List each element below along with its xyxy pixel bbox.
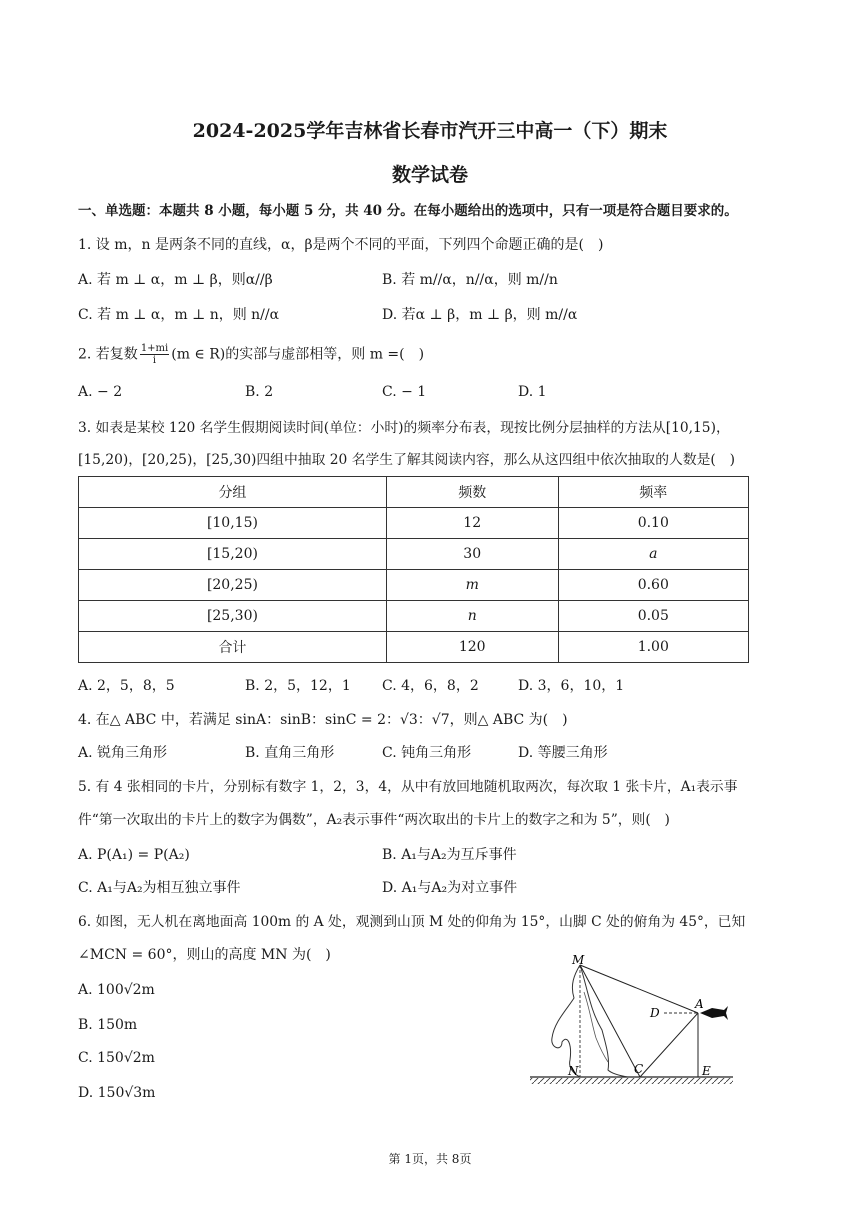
q2-fraction — [140, 343, 169, 366]
q4-option-b: B. 直角三角形 — [245, 745, 335, 761]
table-cell: 合计 — [79, 632, 387, 663]
table-cell: 0.05 — [558, 601, 748, 632]
table-cell: 1.00 — [558, 632, 748, 663]
q6-stem-line1: 6. 如图，无人机在离地面高 100m 的 A 处，观测到山顶 M 处的仰角为 15°，山脚 C 处的俯角为 45°，已知 — [78, 914, 746, 930]
q1-option-d: D. 若α ⊥ β，m ⊥ β，则 m//α — [382, 307, 578, 323]
q2-stem-pre: 2. 若复数 — [78, 346, 138, 363]
q3-stem-line1: 3. 如表是某校 120 名学生假期阅读时间(单位：小时)的频率分布表，现按比例分层抽样的方法从[10,15)， — [78, 420, 730, 436]
q5-option-b: B. A₁与A₂为互斥事件 — [382, 847, 517, 863]
mc-line — [580, 965, 640, 1077]
table-cell: [10,15) — [79, 508, 387, 539]
q1-option-c: C. 若 m ⊥ α，m ⊥ n，则 n//α — [78, 307, 280, 323]
q1-option-a: A. 若 m ⊥ α，m ⊥ β，则α//β — [78, 272, 273, 288]
table-cell: [15,20) — [79, 539, 387, 570]
q2-stem — [78, 343, 424, 366]
q2-stem-post: (m ∈ R)的实部与虚部相等，则 m =( ) — [171, 346, 425, 363]
mountain-drone-figure — [528, 950, 738, 1090]
q5-option-d: D. A₁与A₂为对立事件 — [382, 880, 518, 896]
q6-stem-line2: ∠MCN = 60°，则山的高度 MN 为( ) — [78, 947, 331, 963]
q2-option-b: B. 2 — [245, 384, 274, 400]
q5-stem-line1: 5. 有 4 张相同的卡片，分别标有数字 1，2，3，4，从中有放回地随机取两次，每次取 1 张卡片，A₁表示事 — [78, 779, 738, 795]
table-header-cell: 频率 — [558, 477, 748, 508]
q5-stem-line2: 件“第一次取出的卡片上的数字为偶数”，A₂表示事件“两次取出的卡片上的数字之和为 5”，则( ) — [78, 812, 670, 828]
table-header-row — [79, 477, 749, 508]
q2-option-d: D. 1 — [518, 384, 547, 400]
ground-hatch — [530, 1078, 733, 1084]
mountain-ridge — [584, 992, 608, 1062]
label-a: A — [695, 997, 704, 1011]
q5-option-a: A. P(A₁) = P(A₂) — [78, 847, 190, 863]
ca-line — [640, 1013, 698, 1077]
table-cell: a — [558, 539, 748, 570]
q5-option-c: C. A₁与A₂为相互独立事件 — [78, 880, 241, 896]
page-title: 2024-2025学年吉林省长春市汽开三中高一（下）期末 — [192, 120, 668, 142]
q2-fraction-numerator: 1+mi — [140, 343, 169, 354]
table-cell: 0.60 — [558, 570, 748, 601]
q3-stem-line2: [15,20)，[20,25)，[25,30)四组中抽取 20 名学生了解其阅读内容，那么从这四组中依次抽取的人数是( ) — [78, 452, 735, 468]
label-e: E — [702, 1064, 711, 1078]
table-row — [79, 570, 749, 601]
drone-icon — [700, 1006, 728, 1020]
page-footer: 第 1页，共 8页 — [388, 1152, 472, 1166]
q4-stem: 4. 在△ ABC 中，若满足 sinA：sinB：sinC = 2：√3：√7，则△ ABC 为( ) — [78, 712, 568, 728]
q3-option-d: D. 3，6，10，1 — [518, 678, 625, 694]
q2-option-a: A. − 2 — [78, 384, 123, 400]
label-n: N — [568, 1064, 579, 1078]
ma-line — [580, 965, 698, 1013]
table-row — [79, 601, 749, 632]
section-heading: 一、单选题：本题共 8 小题，每小题 5 分，共 40 分。在每小题给出的选项中，只有一项是符合题目要求的。 — [78, 203, 738, 219]
mountain-left-contour — [552, 965, 580, 1077]
table-cell: 30 — [386, 539, 558, 570]
table-cell: [25,30) — [79, 601, 387, 632]
table-row — [79, 508, 749, 539]
table-cell: n — [386, 601, 558, 632]
q4-option-a: A. 锐角三角形 — [78, 745, 168, 761]
q4-option-d: D. 等腰三角形 — [518, 745, 608, 761]
q3-option-c: C. 4，6，8，2 — [382, 678, 479, 694]
label-m: M — [572, 953, 585, 967]
q1-option-b: B. 若 m//α，n//α，则 m//n — [382, 272, 558, 288]
table-cell: 0.10 — [558, 508, 748, 539]
table-row — [79, 632, 749, 663]
table-cell: 12 — [386, 508, 558, 539]
q6-option-a: A. 100√2m — [78, 982, 155, 998]
q6-option-c: C. 150√2m — [78, 1050, 155, 1066]
label-d: D — [650, 1006, 660, 1020]
label-c: C — [634, 1062, 644, 1076]
q6-option-d: D. 150√3m — [78, 1085, 156, 1101]
frequency-table — [78, 476, 749, 663]
table-cell: m — [386, 570, 558, 601]
table-row — [79, 539, 749, 570]
q2-option-c: C. − 1 — [382, 384, 427, 400]
table-header-cell: 频数 — [386, 477, 558, 508]
page-subtitle: 数学试卷 — [391, 164, 468, 186]
q4-option-c: C. 钝角三角形 — [382, 745, 472, 761]
q6-option-b: B. 150m — [78, 1017, 138, 1033]
q3-option-b: B. 2，5，12，1 — [245, 678, 351, 694]
q3-option-a: A. 2，5，8，5 — [78, 678, 175, 694]
table-header-cell: 分组 — [79, 477, 387, 508]
table-cell: 120 — [386, 632, 558, 663]
q2-fraction-denominator: i — [152, 355, 157, 366]
table-cell: [20,25) — [79, 570, 387, 601]
q1-stem: 1. 设 m，n 是两条不同的直线，α，β是两个不同的平面，下列四个命题正确的是( ) — [78, 237, 604, 253]
